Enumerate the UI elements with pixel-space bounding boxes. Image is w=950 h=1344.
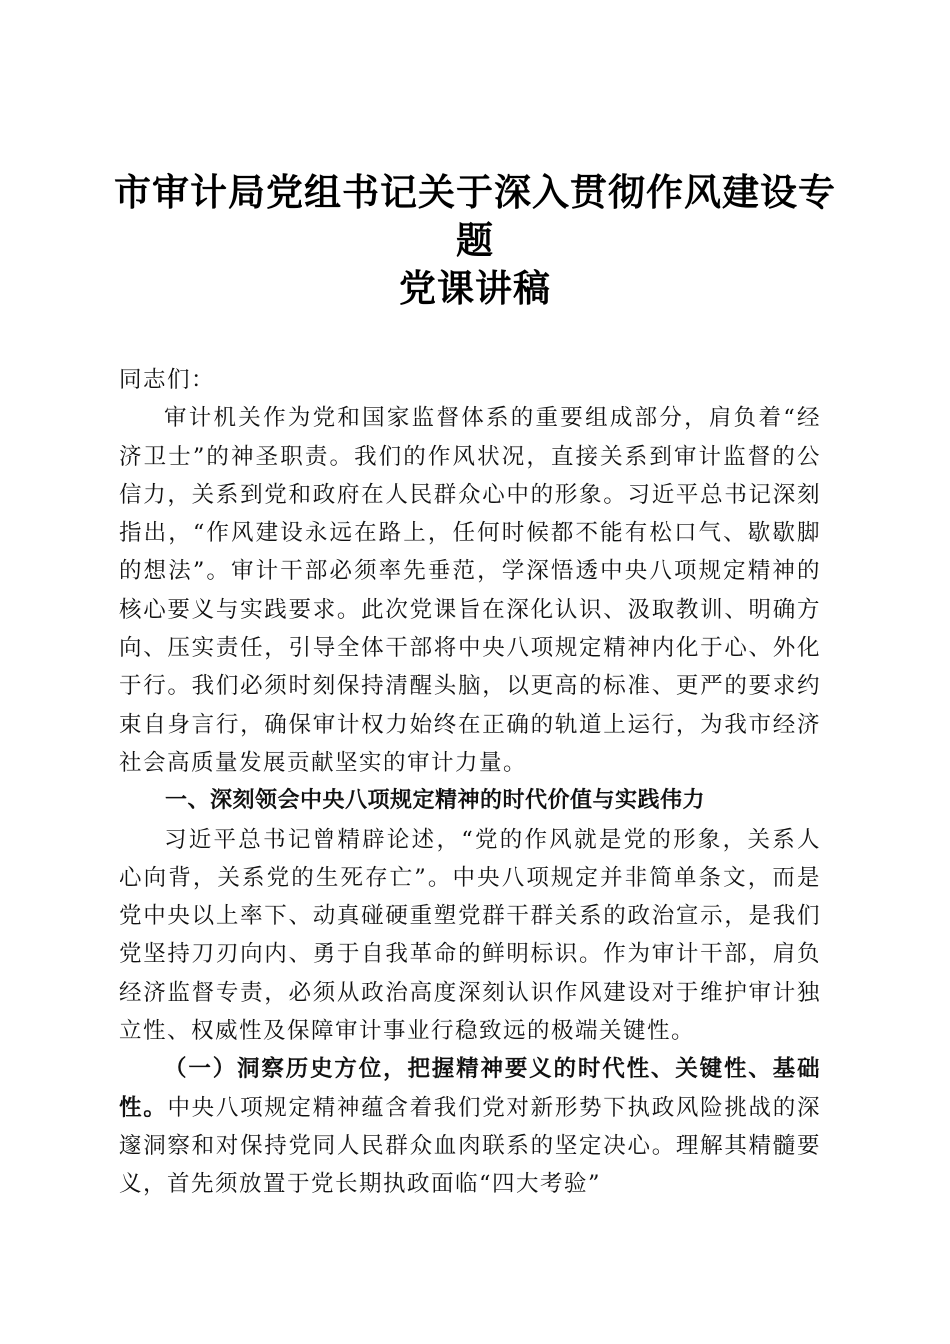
paragraph-section-1: 习近平总书记曾精辟论述，“党的作风就是党的形象，关系人心向背，关系党的生死存亡”。中央八项规定并非简单条文，而是党中央以上率下、动真碰硬重塑党群干群关系的政治宣示，是我们党坚持刀刃向内、勇于自我革命的鲜明标识。作为审计干部，肩负经济监督专责，必须从政治高度深刻认识作风建设对于维护审计独立性、权威性及保障审计事业行稳致远的极端关键性。 [119,826,821,1045]
paragraph-subsection-1 [119,1050,821,1203]
section-heading-1: 一、深刻领会中央八项规定精神的时代价值与实践伟力 [165,788,706,814]
document-body [119,361,821,1204]
subsection-1-heading: （一）洞察历史方位，把握精神要义的时代性、关键性、基础性。 [119,1056,821,1121]
document-title-line1: 市审计局党组书记关于深入贯彻作风建设专题 [114,170,836,262]
paragraph-intro: 审计机关作为党和国家监督体系的重要组成部分，肩负着“经济卫士”的神圣职责。我们的作风状况，直接关系到审计监督的公信力，关系到党和政府在人民群众心中的形象。习近平总书记深刻指出，“作风建设永远在路上，任何时候都不能有松口气、歇歇脚的想法”。审计干部必须率先垂范，学深悟透中央八项规定精神的核心要义与实践要求。此次党课旨在深化认识、汲取教训、明确方向、压实责任，引导全体干部将中央八项规定精神内化于心、外化于行。我们必须时刻保持清醒头脑，以更高的标准、更严的要求约束自身言行，确保审计权力始终在正确的轨道上运行，为我市经济社会高质量发展贡献坚实的审计力量。 [119,405,821,776]
subsection-1-text: 中央八项规定精神蕴含着我们党对新形势下执政风险挑战的深邃洞察和对保持党同人民群众血肉联系的坚定决心。理解其精髓要义，首先须放置于党长期执政面临“四大考验” [119,1094,821,1198]
salutation: 同志们： [119,367,216,393]
document-title-line2: 党课讲稿 [399,266,551,310]
